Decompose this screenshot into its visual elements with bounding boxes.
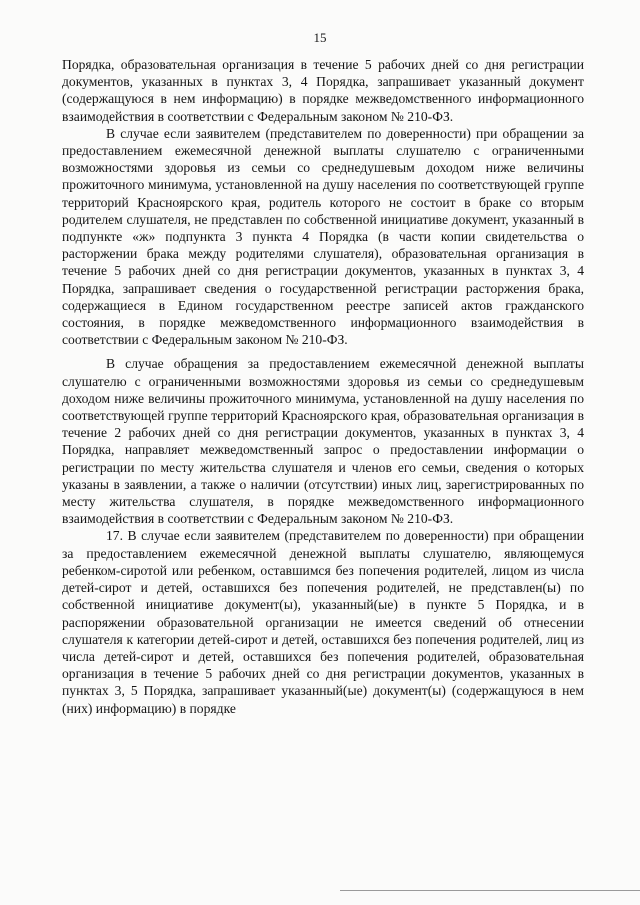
- paragraph-continuation: Порядка, образовательная организация в течение 5 рабочих дней со дня регистрации документов, указанных в пунктах 3, 4 Порядка, запрашивает указанный документ (содержащуюся в нем информацию) в порядке межведомственного информационного взаимодействия в соответствии с Федеральным законом № 210-ФЗ.: [62, 57, 584, 124]
- scan-edge-line: [340, 890, 640, 891]
- paragraph-residence-registration: В случае обращения за предоставлением ежемесячной денежной выплаты слушателю с ограниченными возможностями здоровья из семьи со среднедушевым доходом ниже величины прожиточного минимума, установленной на душу населения по соответствующей группе территорий Красноярского края, образовательная организация в течение 2 рабочих дней со дня регистрации документов, указанных в пунктах 3, 4 Порядка, направляет межведомственный запрос о предоставлении информации о регистрации по месту жительства слушателя и членов его семьи, сведения о которых указаны в заявлении, а также о наличии (отсутствии) иных лиц, зарегистрированных по месту жительства слушателя, в порядке межведомственного информационного взаимодействия в соответствии с Федеральным законом № 210-ФЗ.: [62, 356, 584, 527]
- document-body: [62, 56, 584, 717]
- paragraph-item-17: 17. В случае если заявителем (представителем по доверенности) при обращении за предоставлением ежемесячной денежной выплаты слушателю, являющемуся ребенком-сиротой или ребенком, оставшимся без попечения родителей, лицом из числа детей-сирот и детей, оставшихся без попечения родителей, не представлен(ы) по собственной инициативе документ(ы), указанный(ые) в пункте 5 Порядка, и в распоряжении образовательной организации не имеется сведений об отнесении слушателя к категории детей-сирот и детей, оставшихся без попечения родителей, лиц из числа детей-сирот и детей, оставшихся без попечения родителей, образовательная организация в течение 5 рабочих дней со дня регистрации документов, указанных в пунктах 3, 5 Порядка, запрашивает указанный(ые) документ(ы) (содержащуюся в нем (них) информацию) в порядке: [62, 528, 584, 716]
- page-number: 15: [313, 30, 327, 45]
- paragraph-divorce-records: В случае если заявителем (представителем по доверенности) при обращении за предоставлением ежемесячной денежной выплаты слушателю с ограниченными возможностями здоровья из семьи со среднедушевым доходом ниже величины прожиточного минимума, установленной на душу населения по соответствующей группе территорий Красноярского края, родитель которого не состоит в браке со вторым родителем слушателя, не представлен по собственной инициативе документ, указанный в подпункте «ж» подпункта 3 пункта 4 Порядка (в части копии свидетельства о расторжении брака между родителями слушателя), образовательная организация в течение 5 рабочих дней со дня регистрации документов, указанных в пунктах 3, 4 Порядка, запрашивает сведения о государственной регистрации расторжения брака, содержащиеся в Едином государственном реестре записей актов гражданского состояния, в порядке межведомственного информационного взаимодействия в соответствии с Федеральным законом № 210-ФЗ.: [62, 125, 584, 348]
